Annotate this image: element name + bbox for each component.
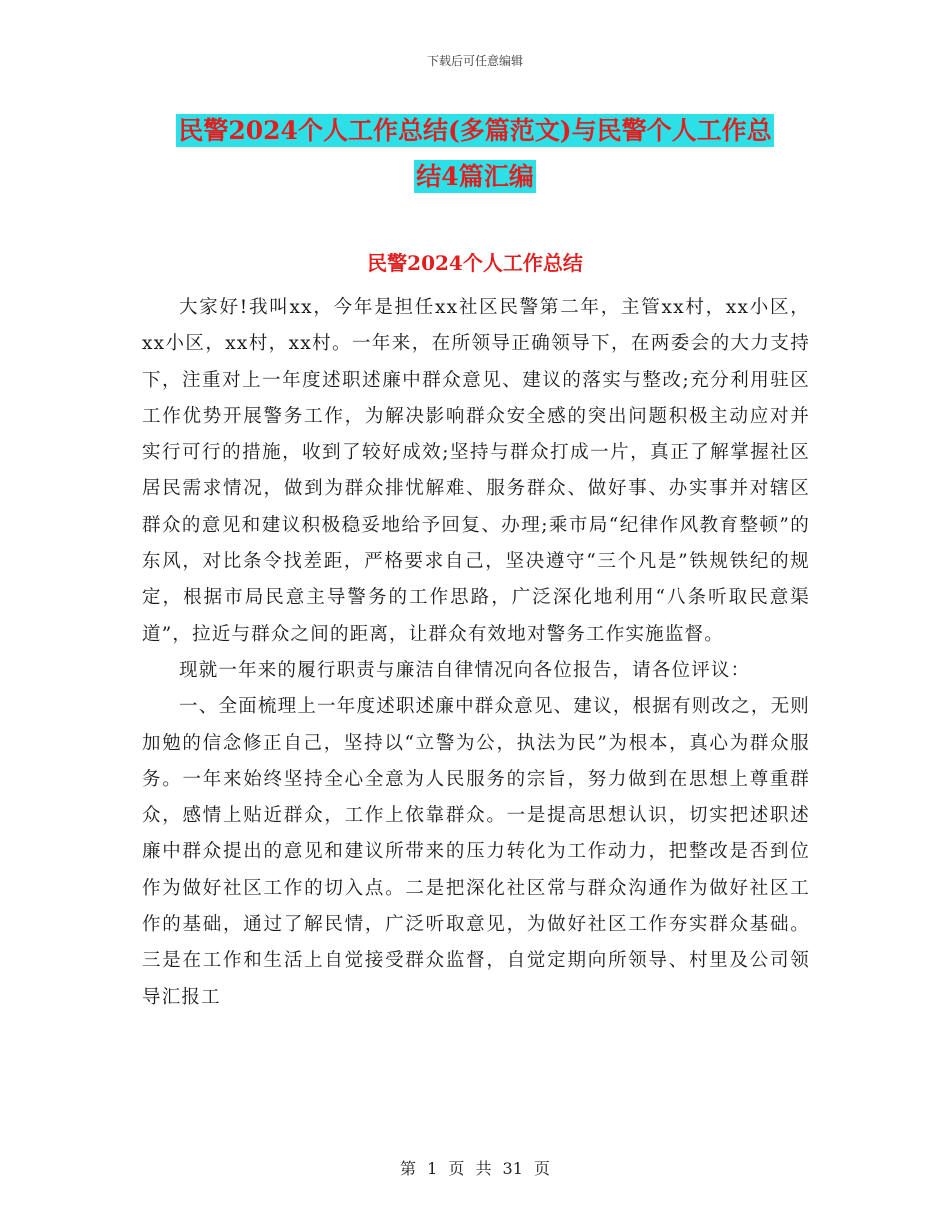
page-header-note: 下载后可任意编辑 [426, 54, 523, 68]
paragraph: 大家好!我叫xx，今年是担任xx社区民警第二年，主管xx村，xx小区，xx小区，xx村，xx村。一年来，在所领导正确领导下，在两委会的大力支持下，注重对上一年度述职述廉中群众意见、建议的落实与整改;充分利用驻区工作优势开展警务工作，为解决影响群众安全感的突出问题积极主动应对并实行可行的措施，收到了较好成效;坚持与群众打成一片，真正了解掌握社区居民需求情况，做到为群众排忧解难、服务群众、做好事、办实事并对辖区群众的意见和建议积极稳妥地给予回复、办理;乘市局“纪律作风教育整顿”的东风，对比条令找差距，严格要求自己，坚决遵守“三个凡是”铁规铁纪的规定，根据市局民意主导警务的工作思路，广泛深化地利用“八条听取民意渠道”，拉近与群众之间的距离，让群众有效地对警务工作实施监督。 [142, 297, 810, 645]
document-title [140, 108, 810, 200]
body-text [142, 290, 810, 1016]
paragraph: 现就一年来的履行职责与廉洁自律情况向各位报告，请各位评议： [179, 659, 751, 681]
paragraph: 一、全面梳理上一年度述职述廉中群众意见、建议，根据有则改之，无则加勉的信念修正自己，坚持以“立警为公，执法为民”为根本，真心为群众服务。一年来始终坚持全心全意为人民服务的宗旨，努力做到在思想上尊重群众，感情上贴近群众，工作上依靠群众。一是提高思想认识，切实把述职述廉中群众提出的意见和建议所带来的压力转化为工作动力，把整改是否到位作为做好社区工作的切入点。二是把深化社区常与群众沟通作为做好社区工作的基础，通过了解民情，广泛听取意见，为做好社区工作夯实群众基础。三是在工作和生活上自觉接受群众监督，自觉定期向所领导、村里及公司领导汇报工 [142, 696, 810, 1008]
document-title-line1: 民警2024个人工作总结(多篇范文)与民警个人工作总 [178, 116, 772, 145]
document-title-line2: 结4篇汇编 [416, 162, 534, 191]
page-footer: 第 1 页 共 31 页 [400, 1159, 550, 1178]
section-title: 民警2024个人工作总结 [367, 251, 583, 275]
